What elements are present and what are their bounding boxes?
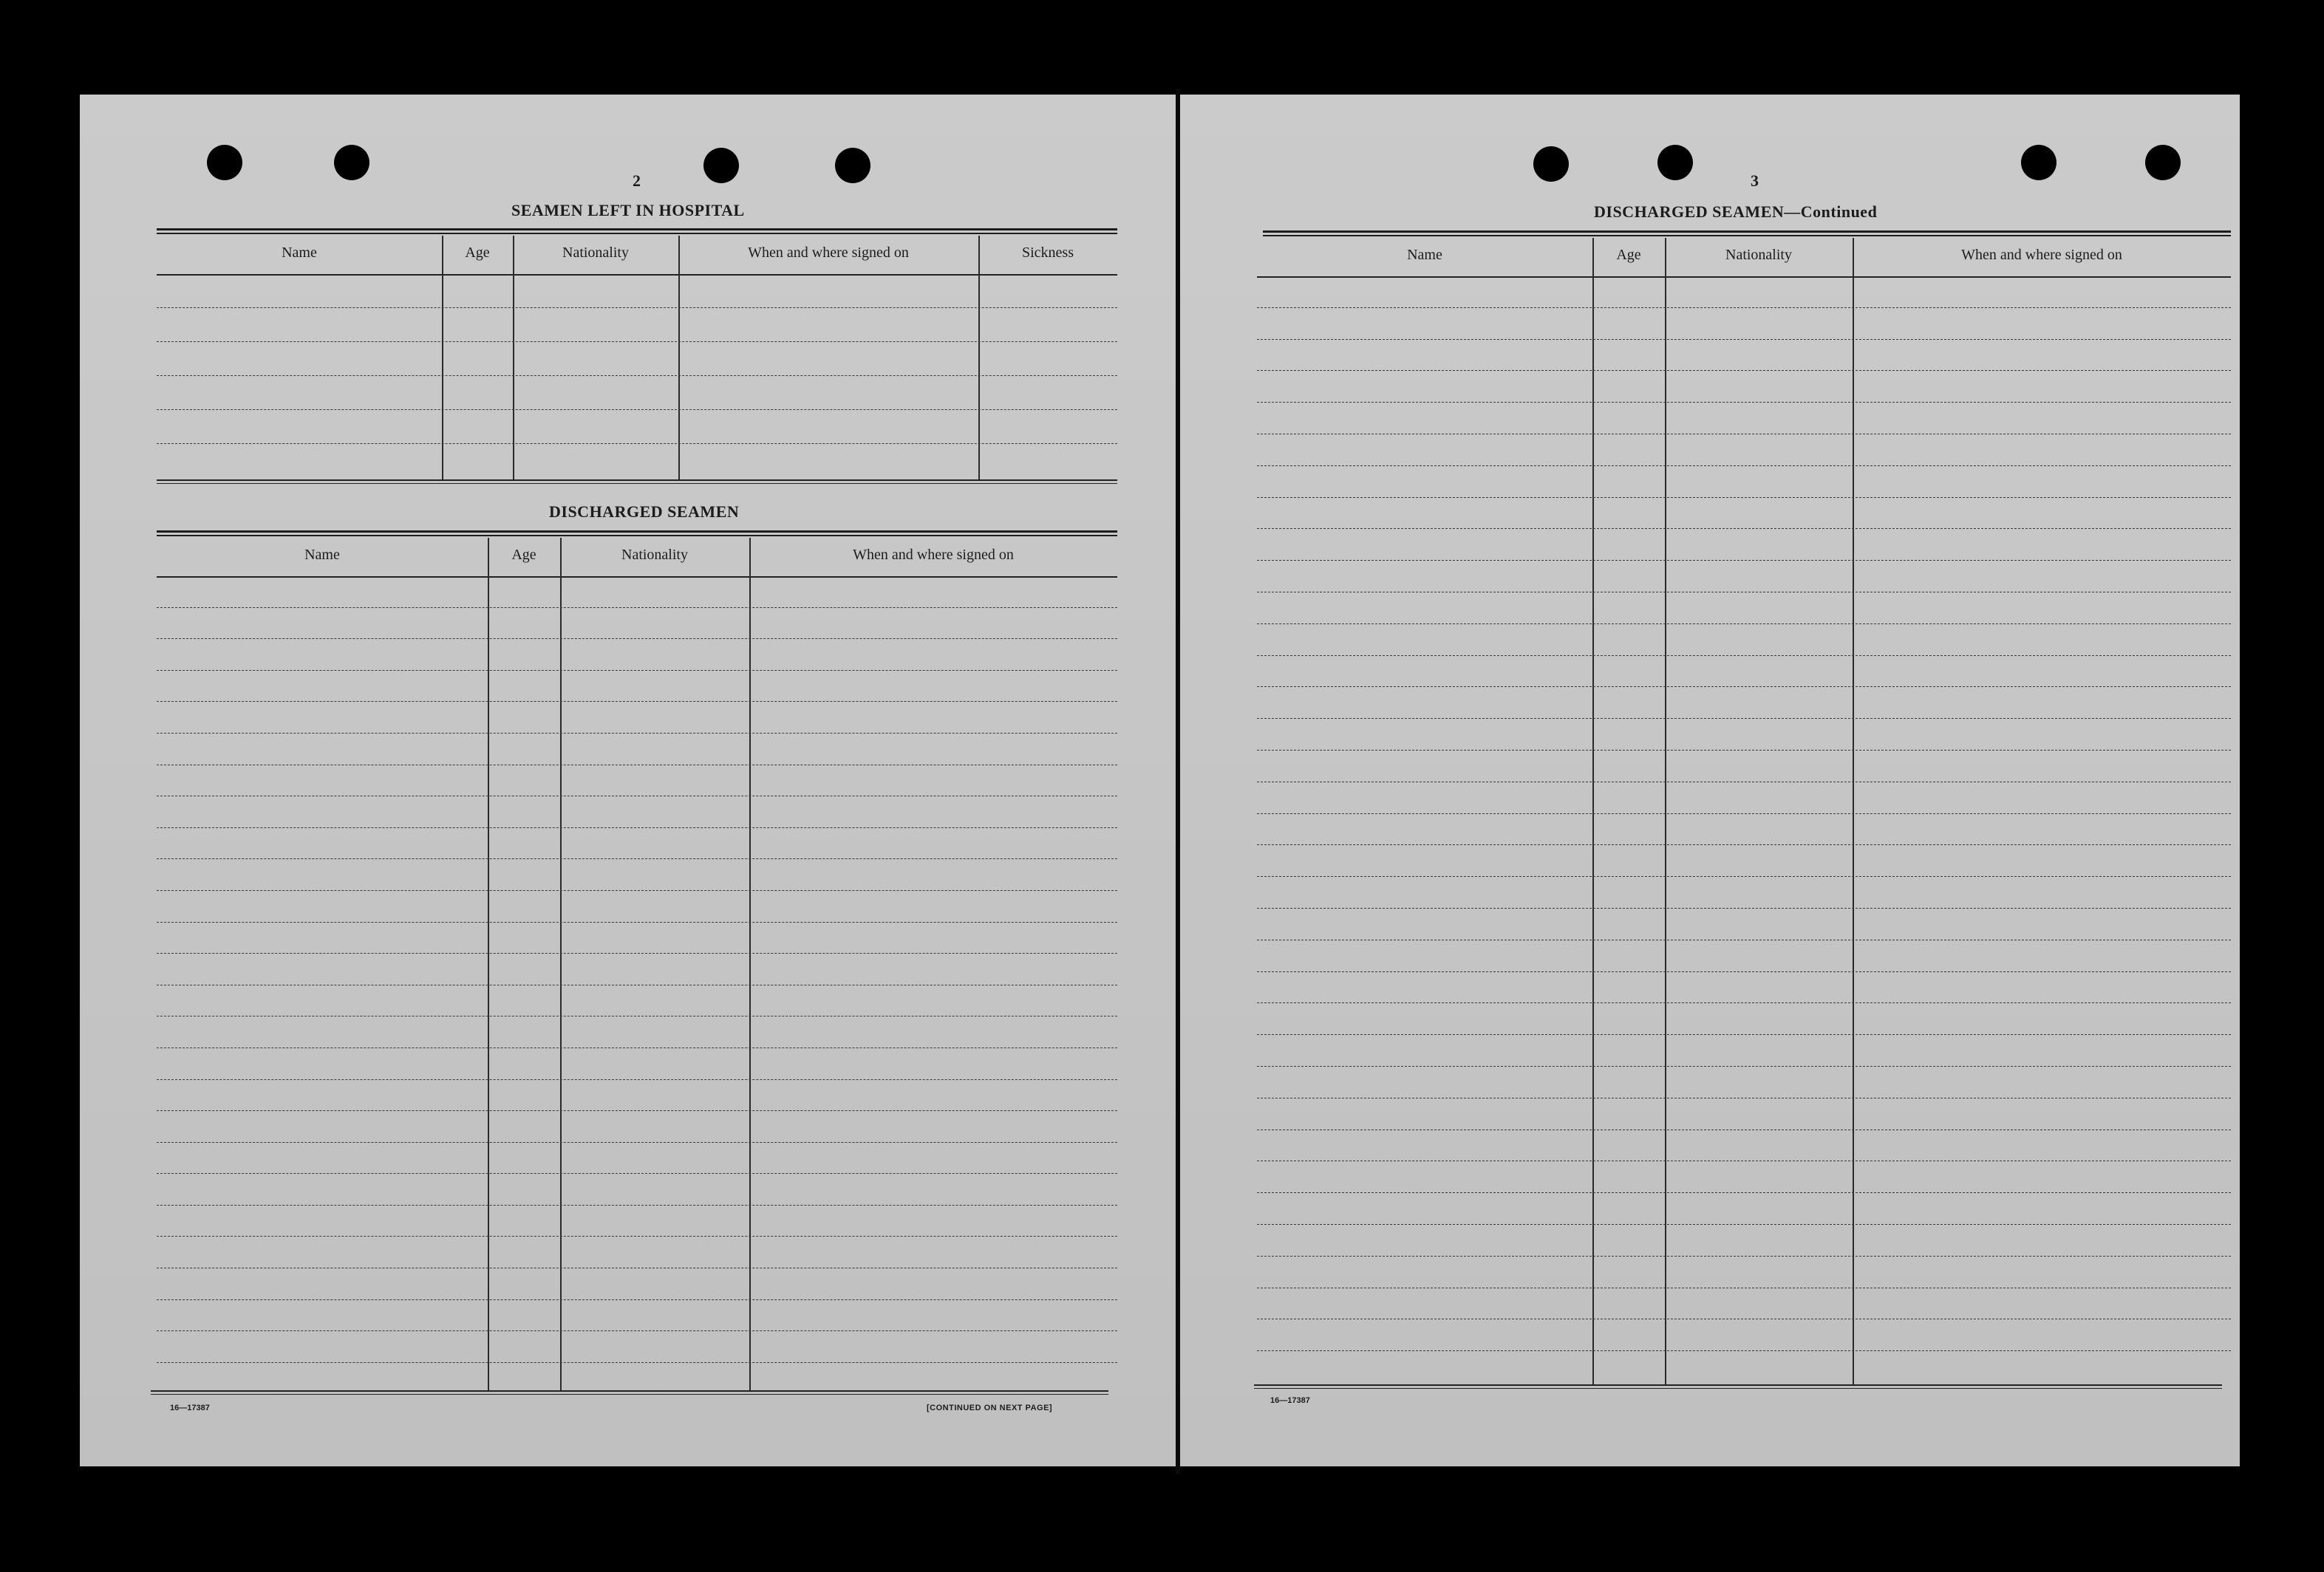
table-row[interactable] [1257, 561, 2231, 592]
table-row[interactable] [157, 1237, 1117, 1268]
discharged-continued-title-main: DISCHARGED SEAMEN [1594, 202, 1785, 221]
table-row[interactable] [157, 1206, 1117, 1237]
table-row[interactable] [1257, 782, 2231, 814]
section-rule [1263, 230, 2231, 236]
table-row[interactable] [1257, 687, 2231, 719]
table-row[interactable] [157, 1143, 1117, 1175]
table-row[interactable] [1257, 624, 2231, 656]
column-header-nationality: Nationality [562, 245, 629, 261]
table-row[interactable] [1257, 1193, 2231, 1225]
right-page [1180, 95, 2240, 1466]
discharged-rows [157, 576, 1117, 1390]
hospital-section-title: SEAMEN LEFT IN HOSPITAL [511, 201, 745, 219]
table-row[interactable] [1257, 972, 2231, 1004]
table-row[interactable] [157, 1331, 1117, 1363]
column-header-age: Age [1616, 247, 1641, 263]
hospital-rows [157, 274, 1117, 479]
table-row[interactable] [1257, 751, 2231, 782]
section-rule [157, 479, 1117, 484]
column-header-sickness: Sickness [1022, 245, 1074, 261]
table-row[interactable] [157, 985, 1117, 1017]
table-row[interactable] [157, 796, 1117, 828]
table-row[interactable] [157, 1174, 1117, 1206]
form-code: 16—17387 [1270, 1396, 1310, 1405]
punch-hole [1657, 145, 1693, 180]
table-row[interactable] [1257, 340, 2231, 372]
punch-hole [1533, 146, 1569, 182]
table-row[interactable] [1257, 308, 2231, 340]
punch-hole [703, 148, 739, 183]
punch-hole [2021, 145, 2056, 180]
column-header-signed-on: When and where signed on [853, 547, 1014, 563]
table-row[interactable] [1257, 276, 2231, 308]
table-row[interactable] [157, 274, 1117, 308]
section-rule [151, 1390, 1108, 1395]
table-row[interactable] [1257, 1288, 2231, 1320]
table-row[interactable] [1257, 466, 2231, 498]
table-row[interactable] [157, 859, 1117, 891]
table-row[interactable] [157, 671, 1117, 703]
table-row[interactable] [1257, 909, 2231, 940]
section-rule [157, 228, 1117, 234]
discharged-continued-rows [1257, 276, 2231, 1384]
column-header-name: Name [304, 547, 340, 563]
continued-note: [CONTINUED ON NEXT PAGE] [927, 1404, 1053, 1412]
table-row[interactable] [1257, 1035, 2231, 1067]
table-row[interactable] [157, 923, 1117, 954]
column-header-nationality: Nationality [1725, 247, 1792, 263]
page-number: 2 [633, 171, 641, 190]
table-row[interactable] [1257, 529, 2231, 561]
discharged-continued-title-suffix: —Continued [1784, 202, 1878, 221]
page-number: 3 [1751, 171, 1759, 190]
table-row[interactable] [1257, 1003, 2231, 1035]
table-row[interactable] [1257, 434, 2231, 466]
table-row[interactable] [1257, 877, 2231, 909]
table-row[interactable] [1257, 1130, 2231, 1162]
table-row[interactable] [1257, 814, 2231, 846]
column-header-name: Name [1407, 247, 1442, 263]
table-row[interactable] [1257, 845, 2231, 877]
table-row[interactable] [1257, 1257, 2231, 1288]
table-row[interactable] [157, 1080, 1117, 1112]
punch-hole [207, 145, 242, 180]
table-row[interactable] [157, 576, 1117, 608]
discharged-continued-title [1594, 202, 1877, 222]
left-page [80, 95, 1176, 1466]
table-row[interactable] [157, 1048, 1117, 1080]
punch-hole [2145, 145, 2181, 180]
column-header-name: Name [282, 245, 317, 261]
punch-hole [835, 148, 870, 183]
punch-hole [334, 145, 369, 180]
table-row[interactable] [157, 1111, 1117, 1143]
table-row[interactable] [1257, 371, 2231, 403]
table-row[interactable] [157, 765, 1117, 797]
table-row[interactable] [1257, 1067, 2231, 1098]
table-row[interactable] [157, 376, 1117, 410]
discharged-continued-table [1257, 238, 2231, 1384]
discharged-table [157, 538, 1117, 1390]
table-row[interactable] [1257, 719, 2231, 751]
table-row[interactable] [157, 702, 1117, 734]
column-header-nationality: Nationality [621, 547, 688, 563]
hospital-table [157, 236, 1117, 479]
table-row[interactable] [157, 954, 1117, 985]
table-row[interactable] [157, 828, 1117, 860]
table-row[interactable] [157, 410, 1117, 444]
table-row[interactable] [1257, 1225, 2231, 1257]
table-row[interactable] [1257, 498, 2231, 530]
table-row[interactable] [1257, 1319, 2231, 1351]
table-row[interactable] [1257, 940, 2231, 972]
column-header-signed-on: When and where signed on [748, 245, 909, 261]
table-row[interactable] [157, 891, 1117, 923]
column-header-age: Age [511, 547, 536, 563]
table-row[interactable] [157, 308, 1117, 342]
form-code: 16—17387 [170, 1404, 210, 1412]
table-row[interactable] [157, 342, 1117, 376]
table-row[interactable] [1257, 403, 2231, 434]
table-row[interactable] [1257, 1098, 2231, 1130]
table-row[interactable] [157, 608, 1117, 640]
section-rule [157, 530, 1117, 536]
column-header-age: Age [465, 245, 490, 261]
table-row[interactable] [157, 1300, 1117, 1332]
table-row[interactable] [1257, 1161, 2231, 1193]
table-row[interactable] [157, 1016, 1117, 1048]
table-row[interactable] [1257, 592, 2231, 624]
discharged-section-title: DISCHARGED SEAMEN [549, 502, 740, 521]
table-row[interactable] [157, 1268, 1117, 1300]
table-row[interactable] [157, 639, 1117, 671]
table-row[interactable] [1257, 656, 2231, 688]
table-row[interactable] [157, 734, 1117, 765]
section-rule [1254, 1384, 2222, 1389]
column-header-signed-on: When and where signed on [1961, 247, 2122, 263]
